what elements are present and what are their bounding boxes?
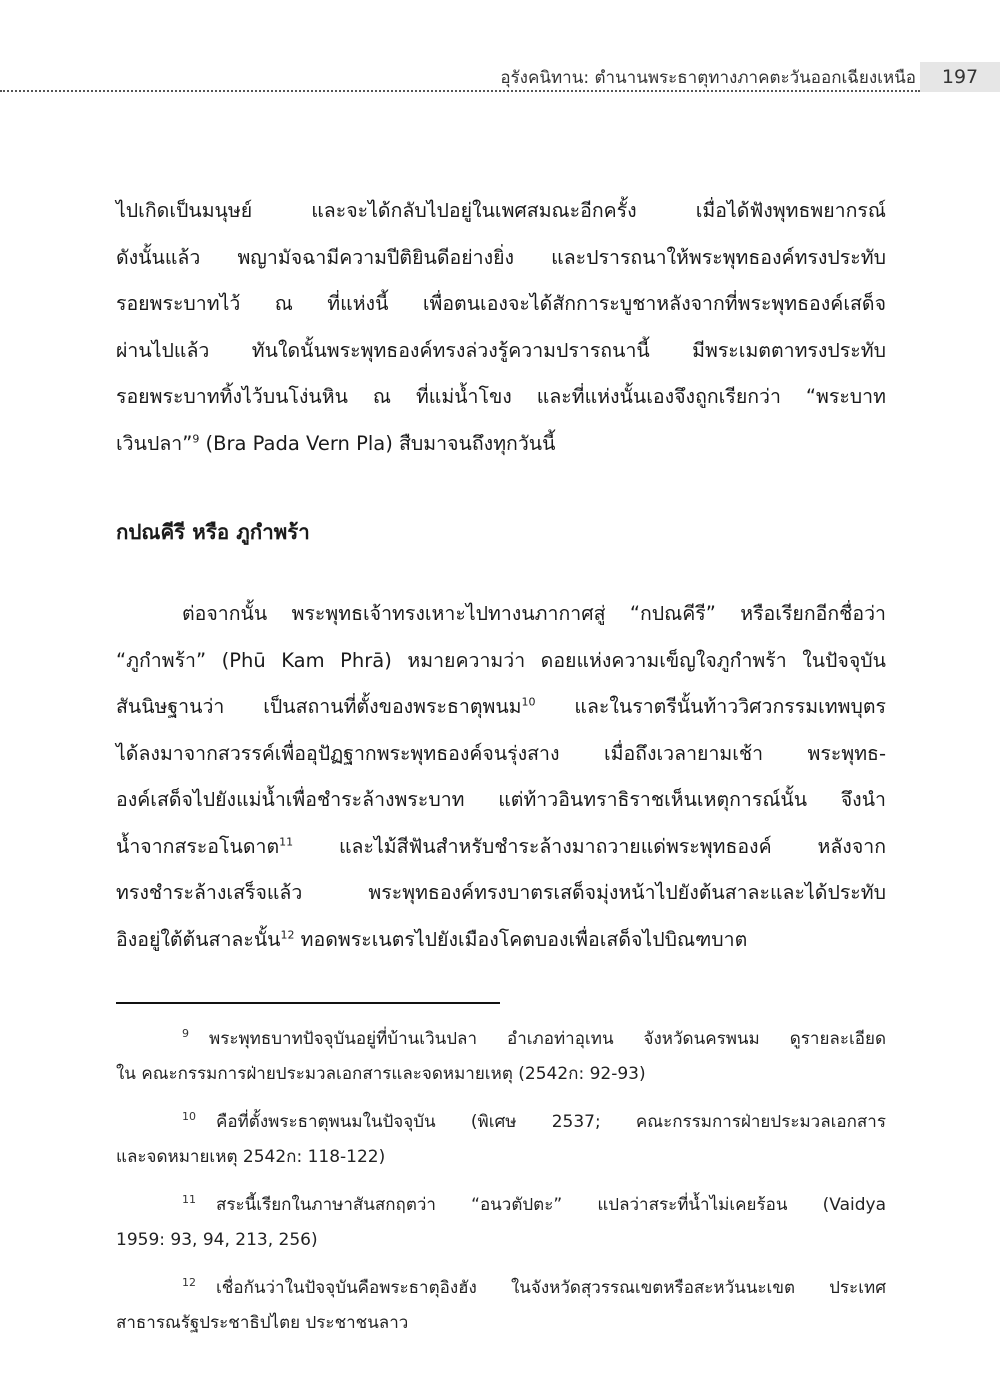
- running-header: [0, 62, 1000, 92]
- footnote-ref-10: 10: [521, 695, 536, 709]
- footnote-ref-12: 12: [280, 928, 295, 941]
- paragraph-2-line-5: องค์เสด็จไปยังแม่น้ำเพื่อชำระล้างพระบาท แต่ท้าวอินทราธิราชเห็นเหตุการณ์นั้น จึงนำ: [116, 788, 886, 811]
- footnote-10: [116, 1105, 886, 1175]
- footnote-9-line-1: [116, 1022, 886, 1057]
- paragraph-2-line-3-text-a: สันนิษฐานว่า เป็นสถานที่ตั้งของพระธาตุพนม: [116, 695, 522, 718]
- footnote-11: [116, 1188, 886, 1258]
- footnote-10-line-1: [116, 1105, 886, 1140]
- paragraph-1-line-3: รอยพระบาทไว้ ณ ที่แห่งนี้ เพื่อตนเองจะได้สักการะบูชาหลังจากที่พระพุทธองค์เสด็จ: [116, 292, 886, 315]
- paragraph-1-line-6-text-a: เวินปลา”: [116, 431, 193, 455]
- paragraph-1-line-1: ไปเกิดเป็นมนุษย์ และจะได้กลับไปอยู่ในเพศสมณะอีกครั้ง เมื่อได้ฟังพุทธพยากรณ์: [116, 199, 886, 222]
- paragraph-2: [116, 591, 886, 963]
- footnote-separator: [116, 1002, 500, 1004]
- paragraph-1-line-5: รอยพระบาททิ้งไว้บนโง่นหิน ณ ที่แม่น้ำโขง และที่แห่งนั้นเองจึงถูกเรียกว่า “พระบาท: [116, 385, 886, 408]
- footnote-10-text-1: คือที่ตั้งพระธาตุพนมในปัจจุบัน (พิเศษ 2537; คณะกรรมการฝ่ายประมวลเอกสาร: [216, 1112, 886, 1132]
- paragraph-1-line-6-text-b: (Bra Pada Vern Pla) สืบมาจนถึงทุกวันนี้: [199, 431, 556, 455]
- footnote-12-line-2: สาธารณรัฐประชาธิปไตย ประชาชนลาว: [116, 1313, 409, 1333]
- footnote-11-number: 11: [182, 1193, 196, 1207]
- footnote-ref-9: 9: [192, 432, 200, 445]
- footnote-12-line-1: [116, 1271, 886, 1306]
- paragraph-2-line-8-text-b: ทอดพระเนตรไปยังเมืองโคตบองเพื่อเสด็จไปบิณฑบาต: [294, 927, 748, 951]
- main-content: [116, 188, 886, 963]
- paragraph-2-line-7: ทรงชำระล้างเสร็จแล้ว พระพุทธองค์ทรงบาตรเสด็จมุ่งหน้าไปยังต้นสาละและได้ประทับ: [116, 881, 886, 904]
- paragraph-2-line-4: ได้ลงมาจากสวรรค์เพื่ออุปัฏฐากพระพุทธองค์จนรุ่งสาง เมื่อถึงเวลายามเช้า พระพุทธ-: [116, 741, 886, 765]
- paragraph-2-line-8-text-a: อิงอยู่ใต้ต้นสาละนั้น: [116, 927, 281, 951]
- footnote-9-text-1: พระพุทธบาทปัจจุบันอยู่ที่บ้านเวินปลา อำเภอท่าอุเทน จังหวัดนครพนม ดูรายละเอียด: [209, 1029, 886, 1049]
- paragraph-1: [116, 188, 886, 467]
- footnote-9-line-2: ใน คณะกรรมการฝ่ายประมวลเอกสารและจดหมายเหตุ (2542ก: 92-93): [116, 1064, 646, 1084]
- header-title: อุรังคนิทาน: ตำนานพระธาตุทางภาคตะวันออกเฉียงเหนือ: [500, 68, 916, 88]
- footnote-ref-11: 11: [279, 835, 294, 848]
- footnote-12-number: 12: [182, 1276, 196, 1290]
- footnote-9-number: 9: [182, 1027, 189, 1041]
- paragraph-2-line-2: “ภูกำพร้า” (Phū Kam Phrā) หมายความว่า ดอยแห่งความเข็ญใจภูกำพร้า ในปัจจุบัน: [116, 648, 886, 672]
- paragraph-2-line-6: [116, 824, 886, 871]
- paragraph-2-line-8: [116, 917, 886, 964]
- page-number: 197: [920, 62, 1000, 92]
- footnote-12: [116, 1271, 886, 1341]
- footnote-10-line-2: และจดหมายเหตุ 2542ก: 118-122): [116, 1147, 386, 1167]
- paragraph-2-line-6-text-a: น้ำจากสระอโนดาต: [116, 834, 280, 858]
- paragraph-1-line-2: ดังนั้นแล้ว พญามัจฉามีความปีติยินดีอย่างยิ่ง และปรารถนาให้พระพุทธองค์ทรงประทับ: [116, 245, 886, 269]
- paragraph-1-line-4: ผ่านไปแล้ว ทันใดนั้นพระพุทธองค์ทรงล่วงรู้ความปรารถนานี้ มีพระเมตตาทรงประทับ: [116, 338, 886, 362]
- footnote-9: [116, 1022, 886, 1092]
- paragraph-2-line-3-text-b: และในราตรีนั้นท้าววิศวกรรมเทพบุตร: [535, 695, 886, 718]
- footnote-11-line-1: [116, 1188, 886, 1223]
- footnote-12-text-1: เชื่อกันว่าในปัจจุบันคือพระธาตุอิงฮัง ในจังหวัดสุวรรณเขตหรือสะหวันนะเขต ประเทศ: [216, 1278, 886, 1298]
- footnotes: [116, 1022, 886, 1354]
- paragraph-2-line-3: [116, 684, 886, 731]
- paragraph-1-line-6: [116, 421, 886, 468]
- section-heading: กปณคีรี หรือ ภูกำพร้า: [116, 520, 310, 544]
- footnote-10-number: 10: [182, 1110, 196, 1124]
- footnote-11-line-2: 1959: 93, 94, 213, 256): [116, 1230, 318, 1250]
- footnote-11-text-1: สระนี้เรียกในภาษาสันสกฤตว่า “อนวตัปตะ” แปลว่าสระที่น้ำไม่เคยร้อน (Vaidya: [216, 1195, 886, 1215]
- paragraph-2-line-1: ต่อจากนั้น พระพุทธเจ้าทรงเหาะไปทางนภากาศสู่ “กปณคีรี” หรือเรียกอีกชื่อว่า: [182, 602, 886, 625]
- paragraph-2-line-6-text-b: และไม้สีฟันสำหรับชำระล้างมาถวายแด่พระพุทธองค์ หลังจาก: [293, 834, 886, 858]
